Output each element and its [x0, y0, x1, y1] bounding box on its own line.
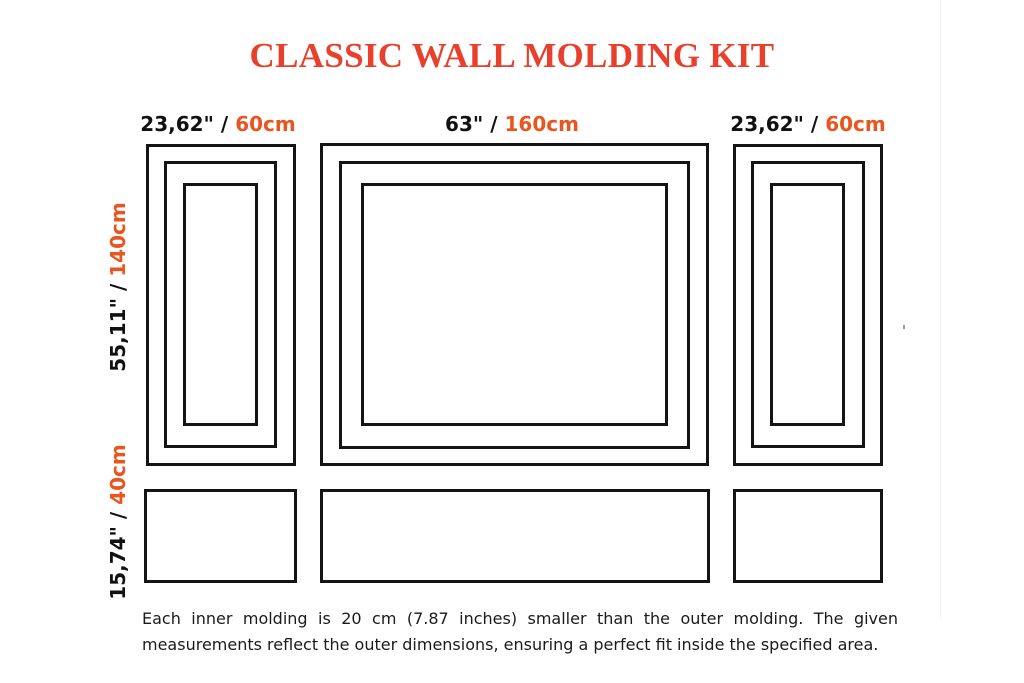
right-panel-width-label [730, 112, 885, 136]
right-width-imperial: 23,62" / [730, 112, 826, 136]
center-lower-molding [320, 489, 710, 583]
edge-mark [903, 325, 905, 329]
center-upper-inner-molding [361, 183, 668, 426]
lower-height-imperial: 15,74" / [106, 504, 130, 600]
left-lower-molding [144, 489, 297, 583]
description-note: Each inner molding is 20 cm (7.87 inches) smaller than the outer molding. The given measurements reflect the outer dimensions, ensuring a perfect fit inside the specified area. [142, 609, 898, 654]
right-width-metric: 60cm [825, 112, 886, 136]
right-lower-molding [733, 489, 883, 583]
left-panel-width-label [140, 112, 295, 136]
center-panel-width-label [445, 112, 579, 136]
right-upper-inner-molding [770, 183, 845, 426]
center-width-metric: 160cm [504, 112, 579, 136]
left-width-imperial: 23,62" / [140, 112, 236, 136]
center-width-imperial: 63" / [445, 112, 505, 136]
upper-height-metric: 140cm [106, 202, 130, 277]
lower-height-label [106, 444, 130, 599]
page-edge-line [940, 0, 941, 620]
left-upper-inner-molding [183, 183, 258, 426]
page-title: CLASSIC WALL MOLDING KIT [249, 36, 775, 75]
upper-height-label [106, 202, 130, 371]
lower-height-metric: 40cm [106, 444, 130, 505]
upper-height-imperial: 55,11" / [106, 276, 130, 372]
left-width-metric: 60cm [235, 112, 296, 136]
